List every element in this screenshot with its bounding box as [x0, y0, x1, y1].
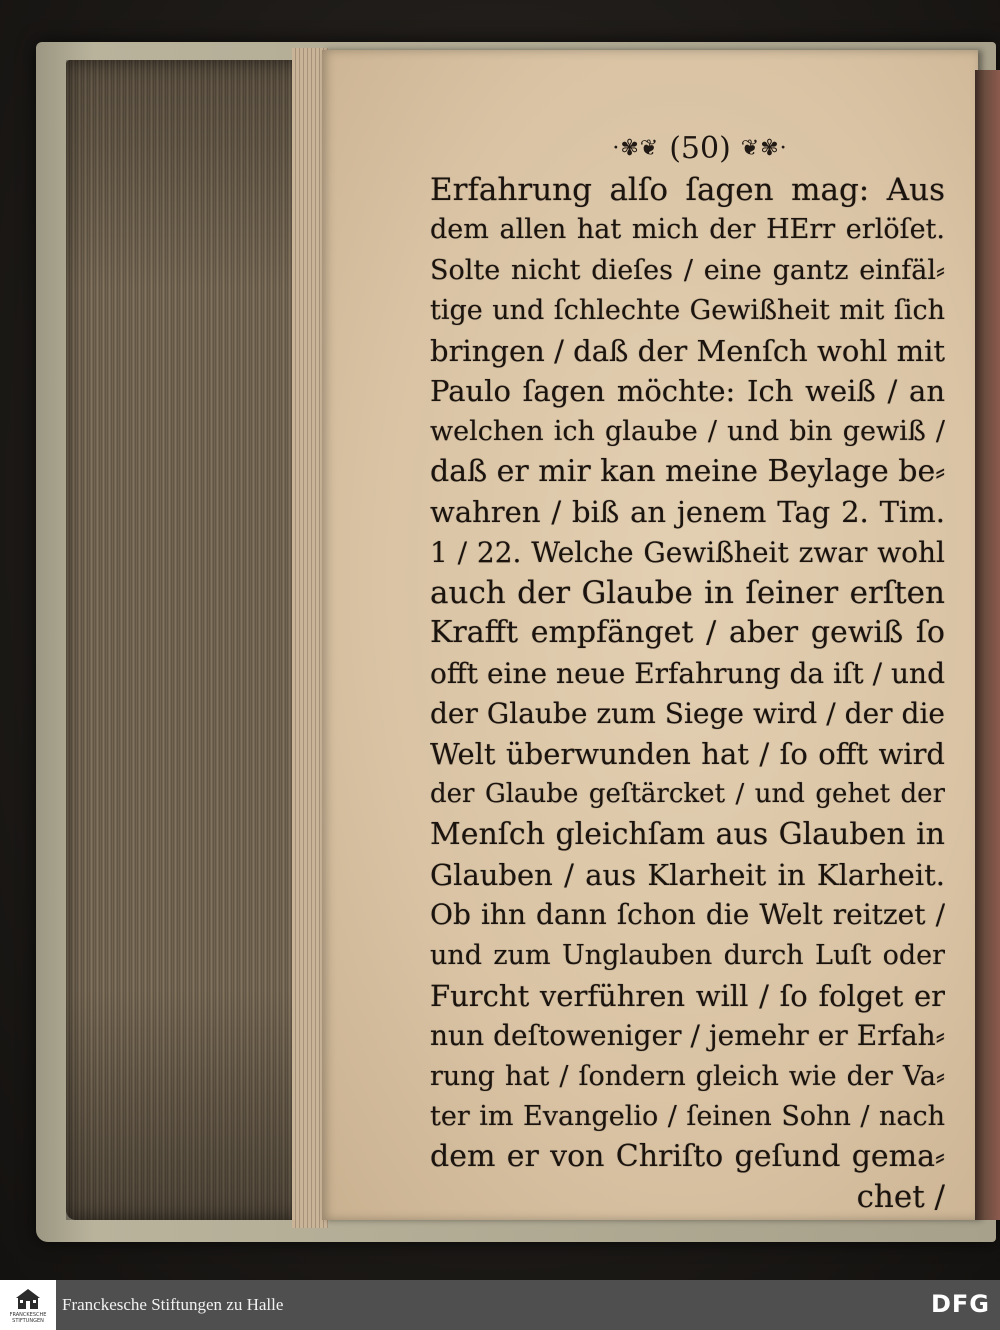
text-line: nun deſtoweniger / jemehr er Erfah⸗	[430, 1019, 945, 1053]
dfg-logo[interactable]: DFG	[930, 1290, 990, 1318]
page-number: (50)	[669, 130, 731, 166]
text-line: dem allen hat mich der HErr erlöſet.	[430, 214, 945, 246]
text-line: bringen / daß der Menſch wohl mit	[430, 334, 945, 369]
institution-name[interactable]: Franckesche Stiftungen zu Halle	[62, 1295, 284, 1314]
text-line: wahren / biß an jenem Tag 2. Tim.	[430, 495, 945, 530]
text-line: offt eine neue Erfahrung da iſt / und	[430, 656, 945, 690]
ornament-left-icon: ·✾❦	[612, 135, 660, 161]
page-text	[430, 170, 945, 1218]
text-line: ter im Evangelio / ſeinen Sohn / nach	[430, 1100, 945, 1132]
text-line: auch der Glaube in ſeiner erſten	[430, 574, 945, 611]
opposite-leaf	[975, 70, 1000, 1220]
text-line: Furcht verführen will / ſo folget er	[430, 978, 945, 1013]
text-line: Welt überwunden hat / ſo offt wird	[430, 737, 945, 772]
text-line: Solte nicht dieſes / eine gantz einfäl⸗	[430, 254, 945, 286]
logo-text: STIFTUNGEN	[12, 1318, 44, 1324]
institution-logo[interactable]	[0, 1280, 56, 1330]
text-line: der Glaube zum Siege wird / der die	[430, 696, 945, 730]
text-line: der Glaube geſtärcket / und gehet der	[430, 779, 945, 810]
text-line: tige und ſchlechte Gewißheit mit ſich	[430, 294, 945, 326]
text-line: Glauben / aus Klarheit in Klarheit.	[430, 858, 945, 893]
text-line: welchen ich glaube / und bin gewiß /	[430, 415, 945, 447]
text-line: Paulo ſagen möchte: Ich weiß / an	[430, 374, 945, 409]
text-line: dem er von Chriſto geſund gema⸗	[430, 1139, 945, 1175]
text-line: Erfahrung alſo ſagen mag: Aus	[430, 172, 945, 208]
text-line: rung hat / ſondern gleich wie der Va⸗	[430, 1060, 945, 1092]
fore-edge	[66, 60, 316, 1220]
text-line: 1 / 22. Welche Gewißheit zwar wohl	[430, 535, 945, 569]
text-line: daß er mir kan meine Beylage be⸗	[430, 454, 945, 490]
text-line: und zum Unglauben durch Luſt oder	[430, 939, 945, 971]
text-line: Ob ihn dann ſchon die Welt reitzet /	[430, 898, 945, 932]
catchword: chet /	[856, 1179, 945, 1216]
viewer-footer	[0, 1280, 1000, 1330]
logo-text: FRANCKESCHE	[9, 1312, 47, 1318]
text-line: Menſch gleichſam aus Glauben in	[430, 816, 945, 852]
text-line: Krafft empfänget / aber gewiß ſo	[430, 615, 945, 651]
ornament-right-icon: ❦✾·	[740, 135, 788, 161]
page-header	[590, 128, 810, 168]
orphanage-building-icon	[15, 1286, 41, 1312]
